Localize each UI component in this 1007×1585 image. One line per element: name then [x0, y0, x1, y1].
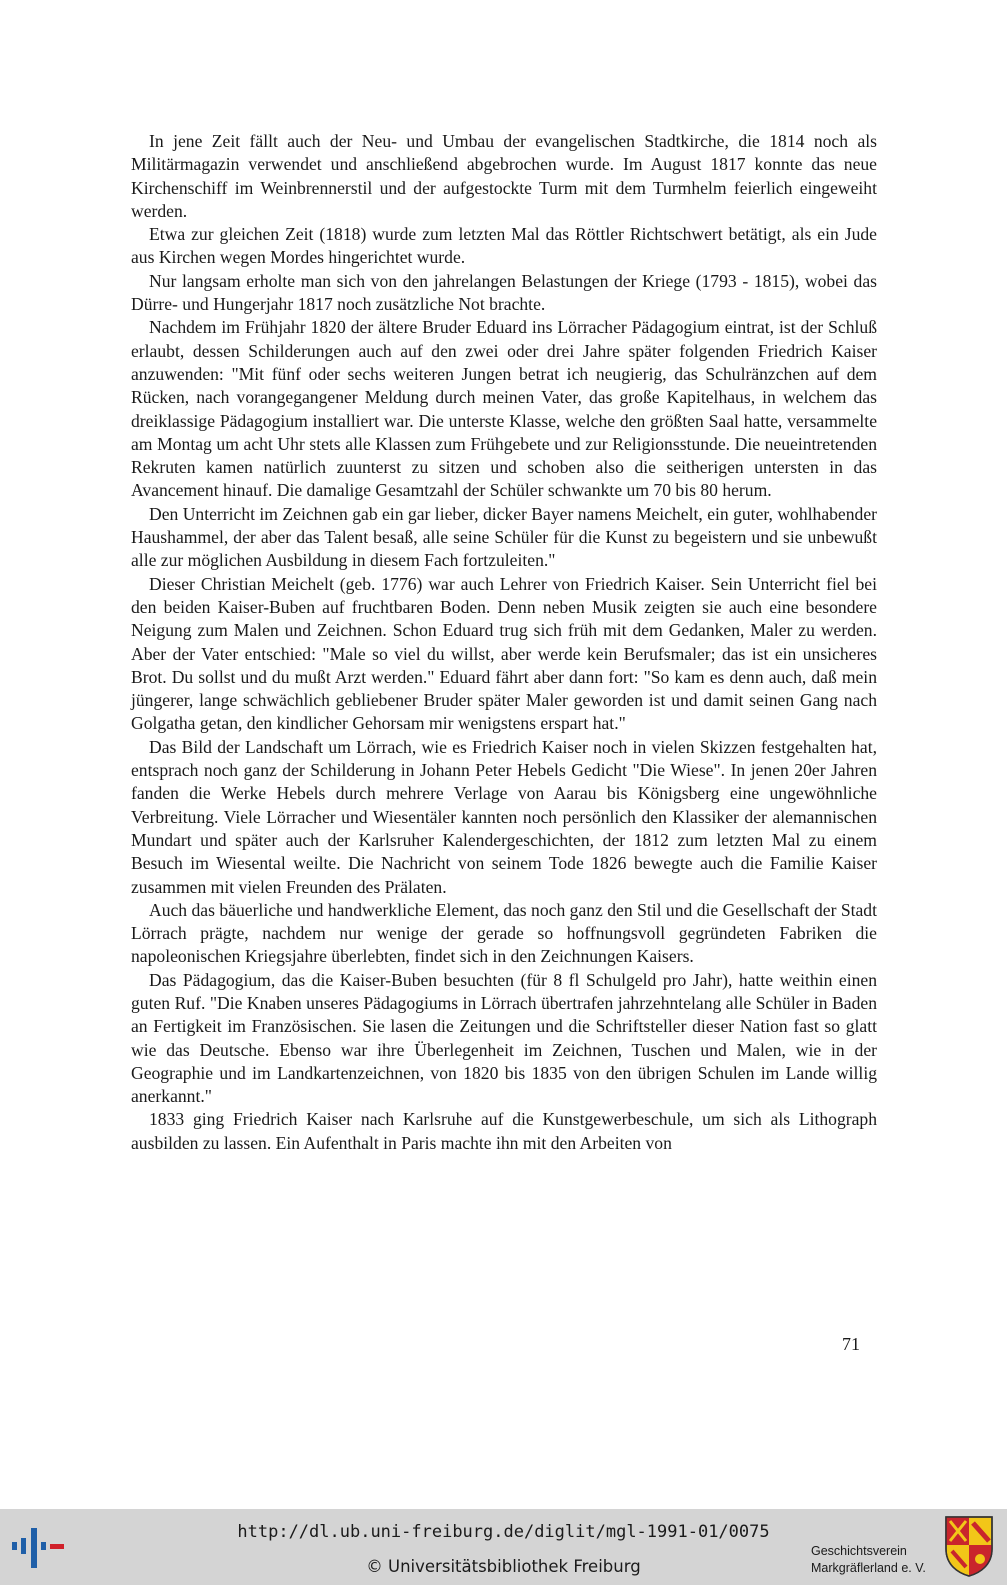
paragraph: Etwa zur gleichen Zeit (1818) wurde zum letzten Mal das Röttler Richtschwert betätigt, als ein Jude aus Kirchen wegen Mordes hingerichtet wurde.	[131, 224, 877, 268]
paragraph: Nachdem im Frühjahr 1820 der ältere Bruder Eduard ins Lörracher Pädagogium eintrat, ist der Schluß erlaubt, dessen Schilderungen auch auf den zwei oder drei Jahre später folgenden Friedrich Kaiser anzuwenden: "Mit fünf oder sechs weiteren Jungen betrat ich neugierig, das Schulränzchen auf dem Rücken, nach vorangegangener Meldung durch meinen Vater, das große Kapitelhaus, in welchem das dreiklassige Pädagogium installiert war. Die unterste Klasse, welche den größten Saal hatte, versammelte am Montag um acht Uhr stets alle Klassen zum Frühgebete und zur Religionsstunde. Die neueintretenden Rekruten kamen natürlich zuunterst zu sitzen und schoben also die seitherigen untersten in das Avancement hinauf. Die damalige Gesamtzahl der Schüler schwankte um 70 bis 80 herum.	[131, 317, 877, 501]
paragraph: Das Pädagogium, das die Kaiser-Buben besuchten (für 8 fl Schulgeld pro Jahr), hatte weithin einen guten Ruf. "Die Knaben unseres Pädagogiums in Lörrach übertrafen jahrzehntelang alle Schüler in Baden an Fertigkeit im Französischen. Sie lasen die Zeitungen und die Schriftsteller dieser Nation fast so glatt wie das Deutsche. Ebenso war ihre Überlegenheit im Zeichnen, Tuschen und Malen, wie in der Geographie und im Landkartenzeichnen, von 1820 bis 1835 von den übrigen Schulen im Lande willig anerkannt."	[131, 969, 877, 1107]
paragraph: Auch das bäuerliche und handwerkliche Element, das noch ganz den Stil und die Gesellschaft der Stadt Lörrach prägte, nachdem nur wenige der gerade so hoffnungsvoll gegründeten Fabriken die napoleonischen Kriegsjahre überlebten, findet sich in den Zeichnungen Kaisers.	[131, 899, 877, 967]
paragraph: Das Bild der Landschaft um Lörrach, wie es Friedrich Kaiser noch in vielen Skizzen festgehalten hat, entsprach noch ganz der Schilderung in Johann Peter Hebels Gedicht "Die Wiese". In jenen 20er Jahren fanden die Werke Hebels durch mehrere Verlage von Aarau bis Königsberg eine ungewöhnliche Verbreitung. Viele Lörracher und Wiesentäler kannten noch persönlich den Klassiker der alemannischen Mundart und später auch der Karlsruher Kalendergeschichten, der 1812 zum letzten Mal zu einem Besuch im Wiesental weilte. Die Nachricht von seinem Tode 1826 bewegte auch die Familie Kaiser zusammen mit vielen Freunden des Prälaten.	[131, 736, 877, 897]
page-body	[131, 130, 877, 1155]
page-number: 71	[842, 1334, 860, 1354]
paragraph: 1833 ging Friedrich Kaiser nach Karlsruhe auf die Kunstgewerbeschule, um sich als Lithograph ausbilden zu lassen. Ein Aufenthalt in Paris machte ihn mit den Arbeiten von	[131, 1109, 877, 1153]
footer-bar	[0, 1509, 1007, 1585]
paragraph: Den Unterricht im Zeichnen gab ein gar lieber, dicker Bayer namens Meichelt, ein guter, wohlhabender Haushammel, der aber das Talent besaß, alle seine Schüler für die Kunst zu begeistern und sie unbewußt alle zur möglichen Ausbildung in diesem Fach fortzuleiten."	[131, 503, 877, 571]
paragraph: In jene Zeit fällt auch der Neu- und Umbau der evangelischen Stadtkirche, die 1814 noch als Militärmagazin verwendet und anschließend abgebrochen wurde. Im August 1817 konnte das neue Kirchenschiff im Weinbrennerstil und der aufgestockte Turm mit dem Turmhelm feierlich eingeweiht werden.	[131, 131, 877, 221]
society-line: Markgräflerland e. V.	[811, 1561, 926, 1575]
society-line: Geschichtsverein	[811, 1544, 907, 1558]
paragraph: Nur langsam erholte man sich von den jahrelangen Belastungen der Kriege (1793 - 1815), wobei das Dürre- und Hungerjahr 1817 noch zusätzliche Not brachte.	[131, 270, 877, 315]
paragraph: Dieser Christian Meichelt (geb. 1776) war auch Lehrer von Friedrich Kaiser. Sein Unterricht fiel bei den beiden Kaiser-Buben auf fruchtbaren Boden. Denn neben Musik zeigten sie auch eine besondere Neigung zum Malen und Zeichnen. Schon Eduard trug sich früh mit dem Gedanken, Maler zu werden. Aber der Vater entschied: "Male so viel du willst, aber werde kein Berufsmaler; das ist ein unsicheres Brot. Du sollst und du mußt Arzt werden." Eduard fährt aber dann fort: "So kam es denn auch, daß mein jüngerer, lange schwächlich gebliebener Bruder später Maler geworden ist und damit seinen Gang nach Golgatha getan, den kindlicher Gehorsam mir wenigstens erspart hat."	[131, 573, 877, 734]
society-name	[811, 1543, 926, 1577]
coat-of-arms-icon	[944, 1515, 994, 1577]
copyright-text: © Universitätsbibliothek Freiburg	[366, 1557, 641, 1576]
url-link[interactable]: http://dl.ub.uni-freiburg.de/diglit/mgl-1991-01/0075	[237, 1522, 770, 1542]
